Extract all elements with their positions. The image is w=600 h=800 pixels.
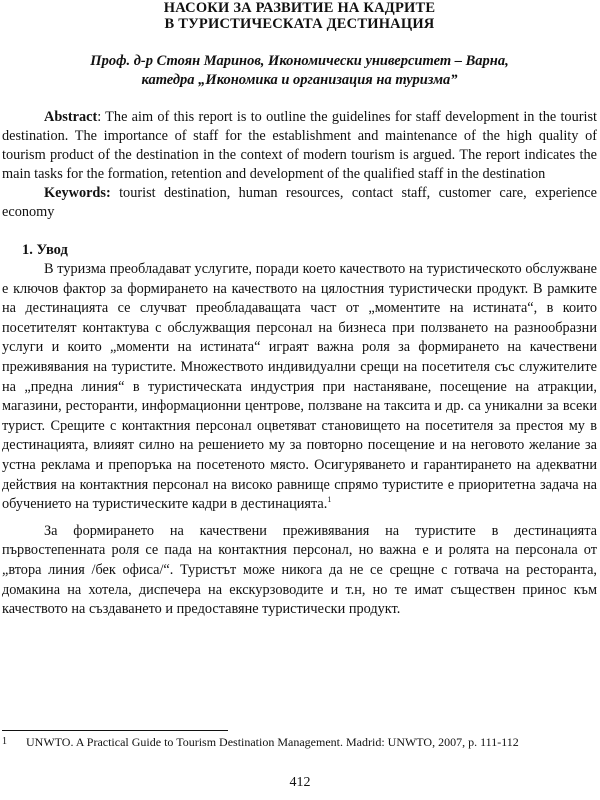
abstract-label: Abstract [44,109,98,125]
footnote-reference[interactable]: 1 [327,495,332,505]
author-line-1: Проф. д-р Стоян Маринов, Икономически университет – Варна, [90,53,509,69]
keywords-label: Keywords: [44,185,111,201]
abstract-text: : The aim of this report is to outline the guidelines for staff development in the tourist destination. The importance of staff for the establishment and maintenance of the high quality of tourism product of the destination in the context of modern tourism is argued. The report indicates the main tasks for the formation, retention and development of the qualified staff in the destination [2,109,597,182]
footnote-text: UNWTO. A Practical Guide to Tourism Destination Management. Madrid: UNWTO, 2007, p. 111-112 [26,735,519,749]
footnote [2,734,594,750]
body-paragraph-2: За формирането на качествени преживявания на туристите в дестинацията първостепенната роля се пада на контактния персонал, но важна е и ролята на персонала от „втора линия /бек офиса/“. Туристът може никога да не се срещне с готвача на ресторанта, домакина на хотела, диспечера на екскурзоводите и т.н, но те имат съществен принос към качеството на създаването и предоставяне туристически продукт. [2,522,597,618]
author-affiliation [2,52,597,90]
abstract-paragraph [2,108,597,184]
page-number: 412 [289,775,311,790]
title-line-1: НАСОКИ ЗА РАЗВИТИЕ НА КАДРИТЕ [163,0,436,16]
author-line-2: катедра „Икономика и организация на туризма” [141,72,458,88]
body-paragraph-1-text: В туризма преобладават услугите, поради което качеството на туристическото обслужване е ключов фактор за формирането на качеството на цялостния туристически продукт. В рамките на дестинацията се случват преобладаващата част от „моментите на истината“, в които посетителят контактува с обслужващия персонал на бизнеса при ползването на разнообразни услуги и които „моменти на истината“ играят важна роля за формирането на качествени преживявания на туристите. Множеството индивидуални срещи на посетителя със служителите на „предна линия“ в туристическата индустрия при настаняване, посещение на атракции, магазини, ресторанти, информационни центрове, ползване на таксита и др. са уникални за всеки турист. Срещите с контактния персонал оцветяват становището на посетителя за престоя му в дестинацията, влияят силно на решението му за повторно посещение и на неговото желание за устна реклама и препоръка на посетеното място. Осигуряването и гарантирането на адекватни действия на контактния персонал на високо равнище спрямо туристите е приоритетна задача на обучението на туристическите кадри в дестинацията. [2,261,597,513]
footnote-divider [2,730,228,731]
section-heading-intro: 1. Увод [22,242,68,258]
keywords-paragraph [2,184,597,222]
title-line-2: В ТУРИСТИЧЕСКАТА ДЕСТИНАЦИЯ [164,16,435,32]
footnote-mark: 1 [2,736,7,747]
keywords-text: tourist destination, human resources, contact staff, customer care, experience economy [2,185,597,220]
body-paragraph-1 [2,260,597,515]
page-title [2,0,597,32]
